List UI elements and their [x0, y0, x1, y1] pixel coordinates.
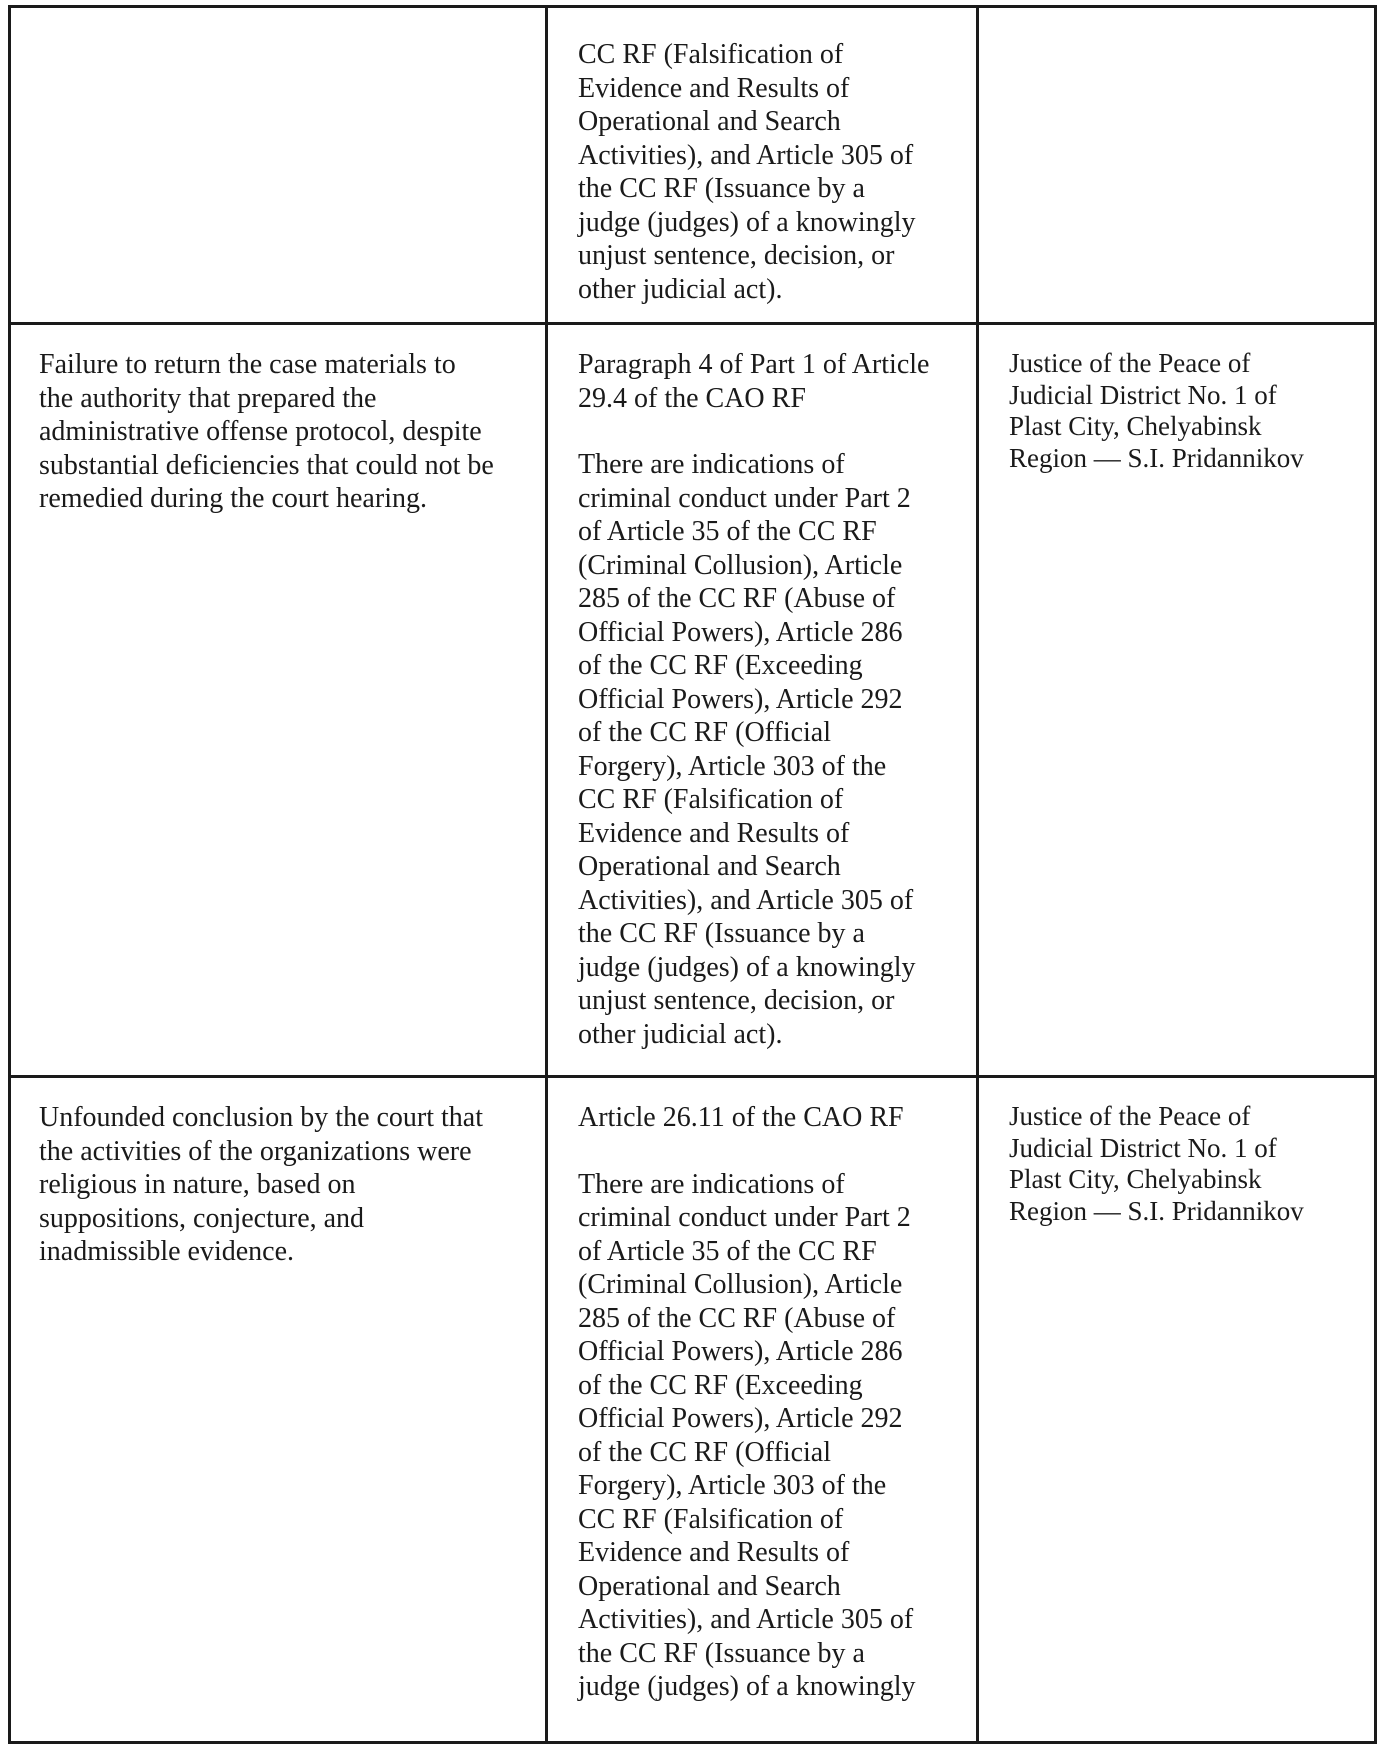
violations-table — [8, 5, 1377, 1744]
responsible-official-text: Justice of the Peace of Judicial District No. 1 of Plast City, Chelyabinsk Region — S.I. Pridannikov — [1009, 348, 1304, 473]
violation-cell — [10, 7, 547, 324]
legal-basis-paragraph: There are indications of criminal conduct under Part 2 of Article 35 of the CC RF (Criminal Collusion), Article 285 of the CC RF (Abuse of Official Powers), Article 286 of the CC RF (Exceeding Official Powers), Article 292 of the CC RF (Official Forgery), Article 303 of the CC RF (Falsification of Evidence and Results of Operational and Search Activities), and Article 305 of the CC RF (Issuance by a judge (judges) of a knowingly — [578, 1168, 916, 1702]
table-row — [10, 324, 1376, 1077]
violation-cell — [10, 324, 547, 1077]
responsible-official-cell — [978, 7, 1376, 324]
legal-basis-cell — [547, 7, 978, 324]
table-row — [10, 1077, 1376, 1743]
legal-basis-paragraph: CC RF (Falsification of Evidence and Results of Operational and Search Activities), and Article 305 of the CC RF (Issuance by a judge (judges) of a knowingly unjust sentence, decision, or other judicial act). — [578, 39, 916, 305]
legal-basis-paragraph: Paragraph 4 of Part 1 of Article 29.4 of the CAO RF — [578, 349, 930, 414]
responsible-official-cell — [978, 324, 1376, 1077]
responsible-official-text: Justice of the Peace of Judicial District No. 1 of Plast City, Chelyabinsk Region — S.I. Pridannikov — [1009, 1101, 1304, 1226]
legal-basis-cell — [547, 1077, 978, 1743]
responsible-official-cell — [978, 1077, 1376, 1743]
legal-basis-cell — [547, 324, 978, 1077]
legal-basis-paragraph: There are indications of criminal conduct under Part 2 of Article 35 of the CC RF (Criminal Collusion), Article 285 of the CC RF (Abuse of Official Powers), Article 286 of the CC RF (Exceeding Official Powers), Article 292 of the CC RF (Official Forgery), Article 303 of the CC RF (Falsification of Evidence and Results of Operational and Search Activities), and Article 305 of the CC RF (Issuance by a judge (judges) of a knowingly unjust sentence, decision, or other judicial act). — [578, 449, 916, 1050]
violation-text: Unfounded conclusion by the court that the activities of the organizations were religious in nature, based on suppositions, conjecture, and inadmissible evidence. — [39, 1102, 484, 1267]
table-row — [10, 7, 1376, 324]
legal-basis-paragraph: Article 26.11 of the CAO RF — [578, 1102, 904, 1133]
violation-text: Failure to return the case materials to the authority that prepared the administrative offense protocol, despite substantial deficiencies that could not be remedied during the court hearing. — [39, 349, 494, 514]
violation-cell — [10, 1077, 547, 1743]
